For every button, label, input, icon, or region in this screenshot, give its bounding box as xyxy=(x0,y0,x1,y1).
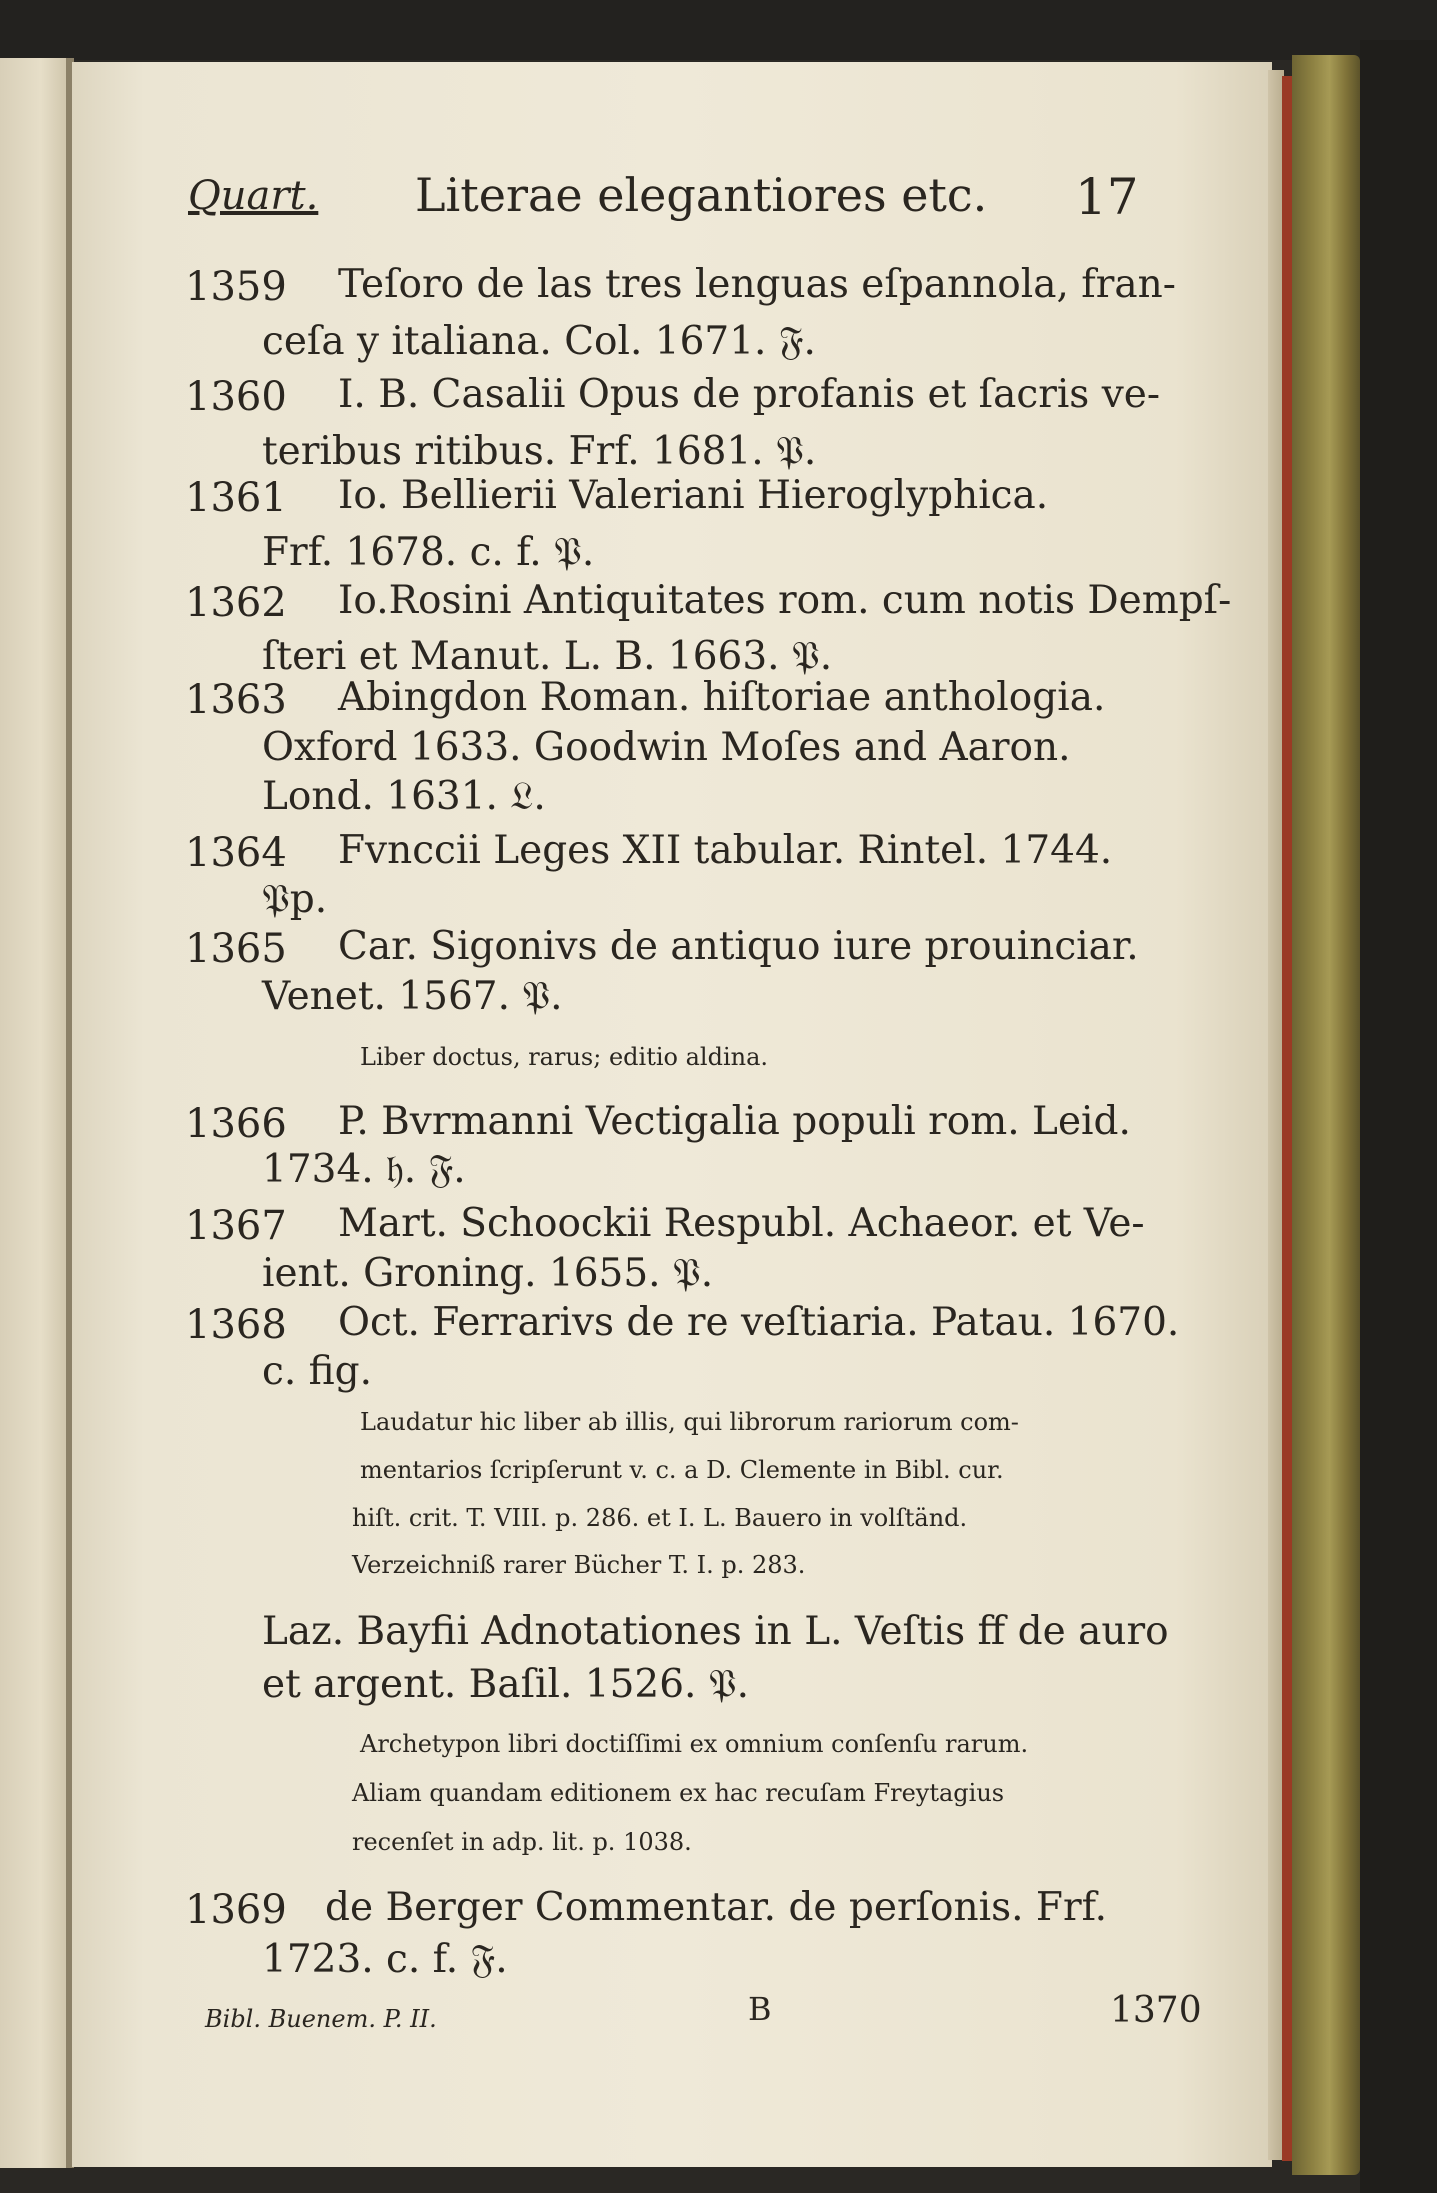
entry-number: 1365 xyxy=(185,926,287,972)
entry-line: Abingdon Roman. hiſtoriae anthologia. xyxy=(338,675,1106,720)
entry-line: Frf. 1678. c. f. 𝔓. xyxy=(262,530,595,575)
entry-number: 1364 xyxy=(185,830,287,876)
entry-line: 1734. 𝔥. 𝔉. xyxy=(262,1147,466,1192)
entry-line: de Berger Commentar. de perſonis. Frf. xyxy=(325,1885,1108,1930)
entry-line: Io.Rosini Antiquitates rom. cum notis Dempſ- xyxy=(338,578,1232,623)
gathering-mark: B xyxy=(748,1990,772,2028)
entry-line: Teſoro de las tres lenguas eſpannola, fran- xyxy=(338,262,1176,307)
entry-line: ient. Groning. 1655. 𝔓. xyxy=(262,1251,714,1296)
entry-number: 1360 xyxy=(185,374,287,420)
facing-page-edge xyxy=(0,58,70,2168)
entry-number: 1359 xyxy=(185,264,287,310)
entry-note: Archetypon libri doctiſſimi ex omnium conſenſu rarum. xyxy=(360,1730,1029,1758)
entry-line: Mart. Schoockii Respubl. Achaeor. et Ve- xyxy=(338,1201,1145,1246)
entry-line: 𝔓p. xyxy=(262,877,328,922)
entry-note: Verzeichniß rarer Bücher T. I. p. 283. xyxy=(352,1551,806,1579)
entry-line: Oxford 1633. Goodwin Moſes and Aaron. xyxy=(262,725,1071,770)
entry-line: Io. Bellierii Valeriani Hieroglyphica. xyxy=(338,473,1049,518)
entry-number: 1368 xyxy=(185,1302,287,1348)
entry-line: I. B. Casalii Opus de profanis et ſacris ve- xyxy=(338,372,1161,417)
entry-line: Oct. Ferrarivs de re veſtiaria. Patau. 1670. xyxy=(338,1300,1180,1345)
background-top xyxy=(0,0,1437,60)
entry-number: 1367 xyxy=(185,1203,287,1249)
entry-line: Venet. 1567. 𝔓. xyxy=(262,974,563,1019)
entry-line: Fvnccii Leges XII tabular. Rintel. 1744. xyxy=(338,828,1113,873)
book-cover xyxy=(1292,55,1360,2175)
entry-number: 1369 xyxy=(185,1887,287,1933)
background-right xyxy=(1360,40,1437,2193)
catchword: 1370 xyxy=(1110,1990,1202,2031)
entry-note: Liber doctus, rarus; editio aldina. xyxy=(360,1043,769,1071)
signature-line: Bibl. Buenem. P. II. xyxy=(205,2005,437,2033)
entry-line: c. fig. xyxy=(262,1349,373,1394)
entry-number: 1363 xyxy=(185,677,287,723)
entry-line: ceſa y italiana. Col. 1671. 𝔉. xyxy=(262,319,816,364)
entry-number: 1361 xyxy=(185,475,287,521)
running-head-section: Quart. xyxy=(188,173,319,219)
entry-number: 1366 xyxy=(185,1101,287,1147)
entry-note: recenſet in adp. lit. p. 1038. xyxy=(352,1828,692,1856)
entry-line: ſteri et Manut. L. B. 1663. 𝔓. xyxy=(262,634,833,679)
page-number: 17 xyxy=(1075,168,1139,226)
entry-note: hiſt. crit. T. VIII. p. 286. et I. L. Bauero in volſtänd. xyxy=(352,1504,968,1532)
running-head-title: Literae elegantiores etc. xyxy=(415,168,988,222)
entry-line: P. Bvrmanni Vectigalia populi rom. Leid. xyxy=(338,1099,1131,1144)
entry-number: 1362 xyxy=(185,580,287,626)
entry-note: Laudatur hic liber ab illis, qui librorum rariorum com- xyxy=(360,1408,1019,1436)
entry-line: Car. Sigonivs de antiquo iure prouinciar. xyxy=(338,924,1139,969)
entry-note: Aliam quandam editionem ex hac recuſam Freytagius xyxy=(352,1779,1005,1807)
entry-line: Laz. Bayfii Adnotationes in L. Veſtis ff de auro xyxy=(262,1609,1169,1654)
entry-line: et argent. Baſil. 1526. 𝔓. xyxy=(262,1662,749,1707)
entry-note: mentarios ſcripſerunt v. c. a D. Clemente in Bibl. cur. xyxy=(360,1456,1004,1484)
entry-line: Lond. 1631. 𝔏. xyxy=(262,774,546,819)
entry-line: teribus ritibus. Frf. 1681. 𝔓. xyxy=(262,429,817,474)
entry-line: 1723. c. f. 𝔉. xyxy=(262,1937,508,1982)
